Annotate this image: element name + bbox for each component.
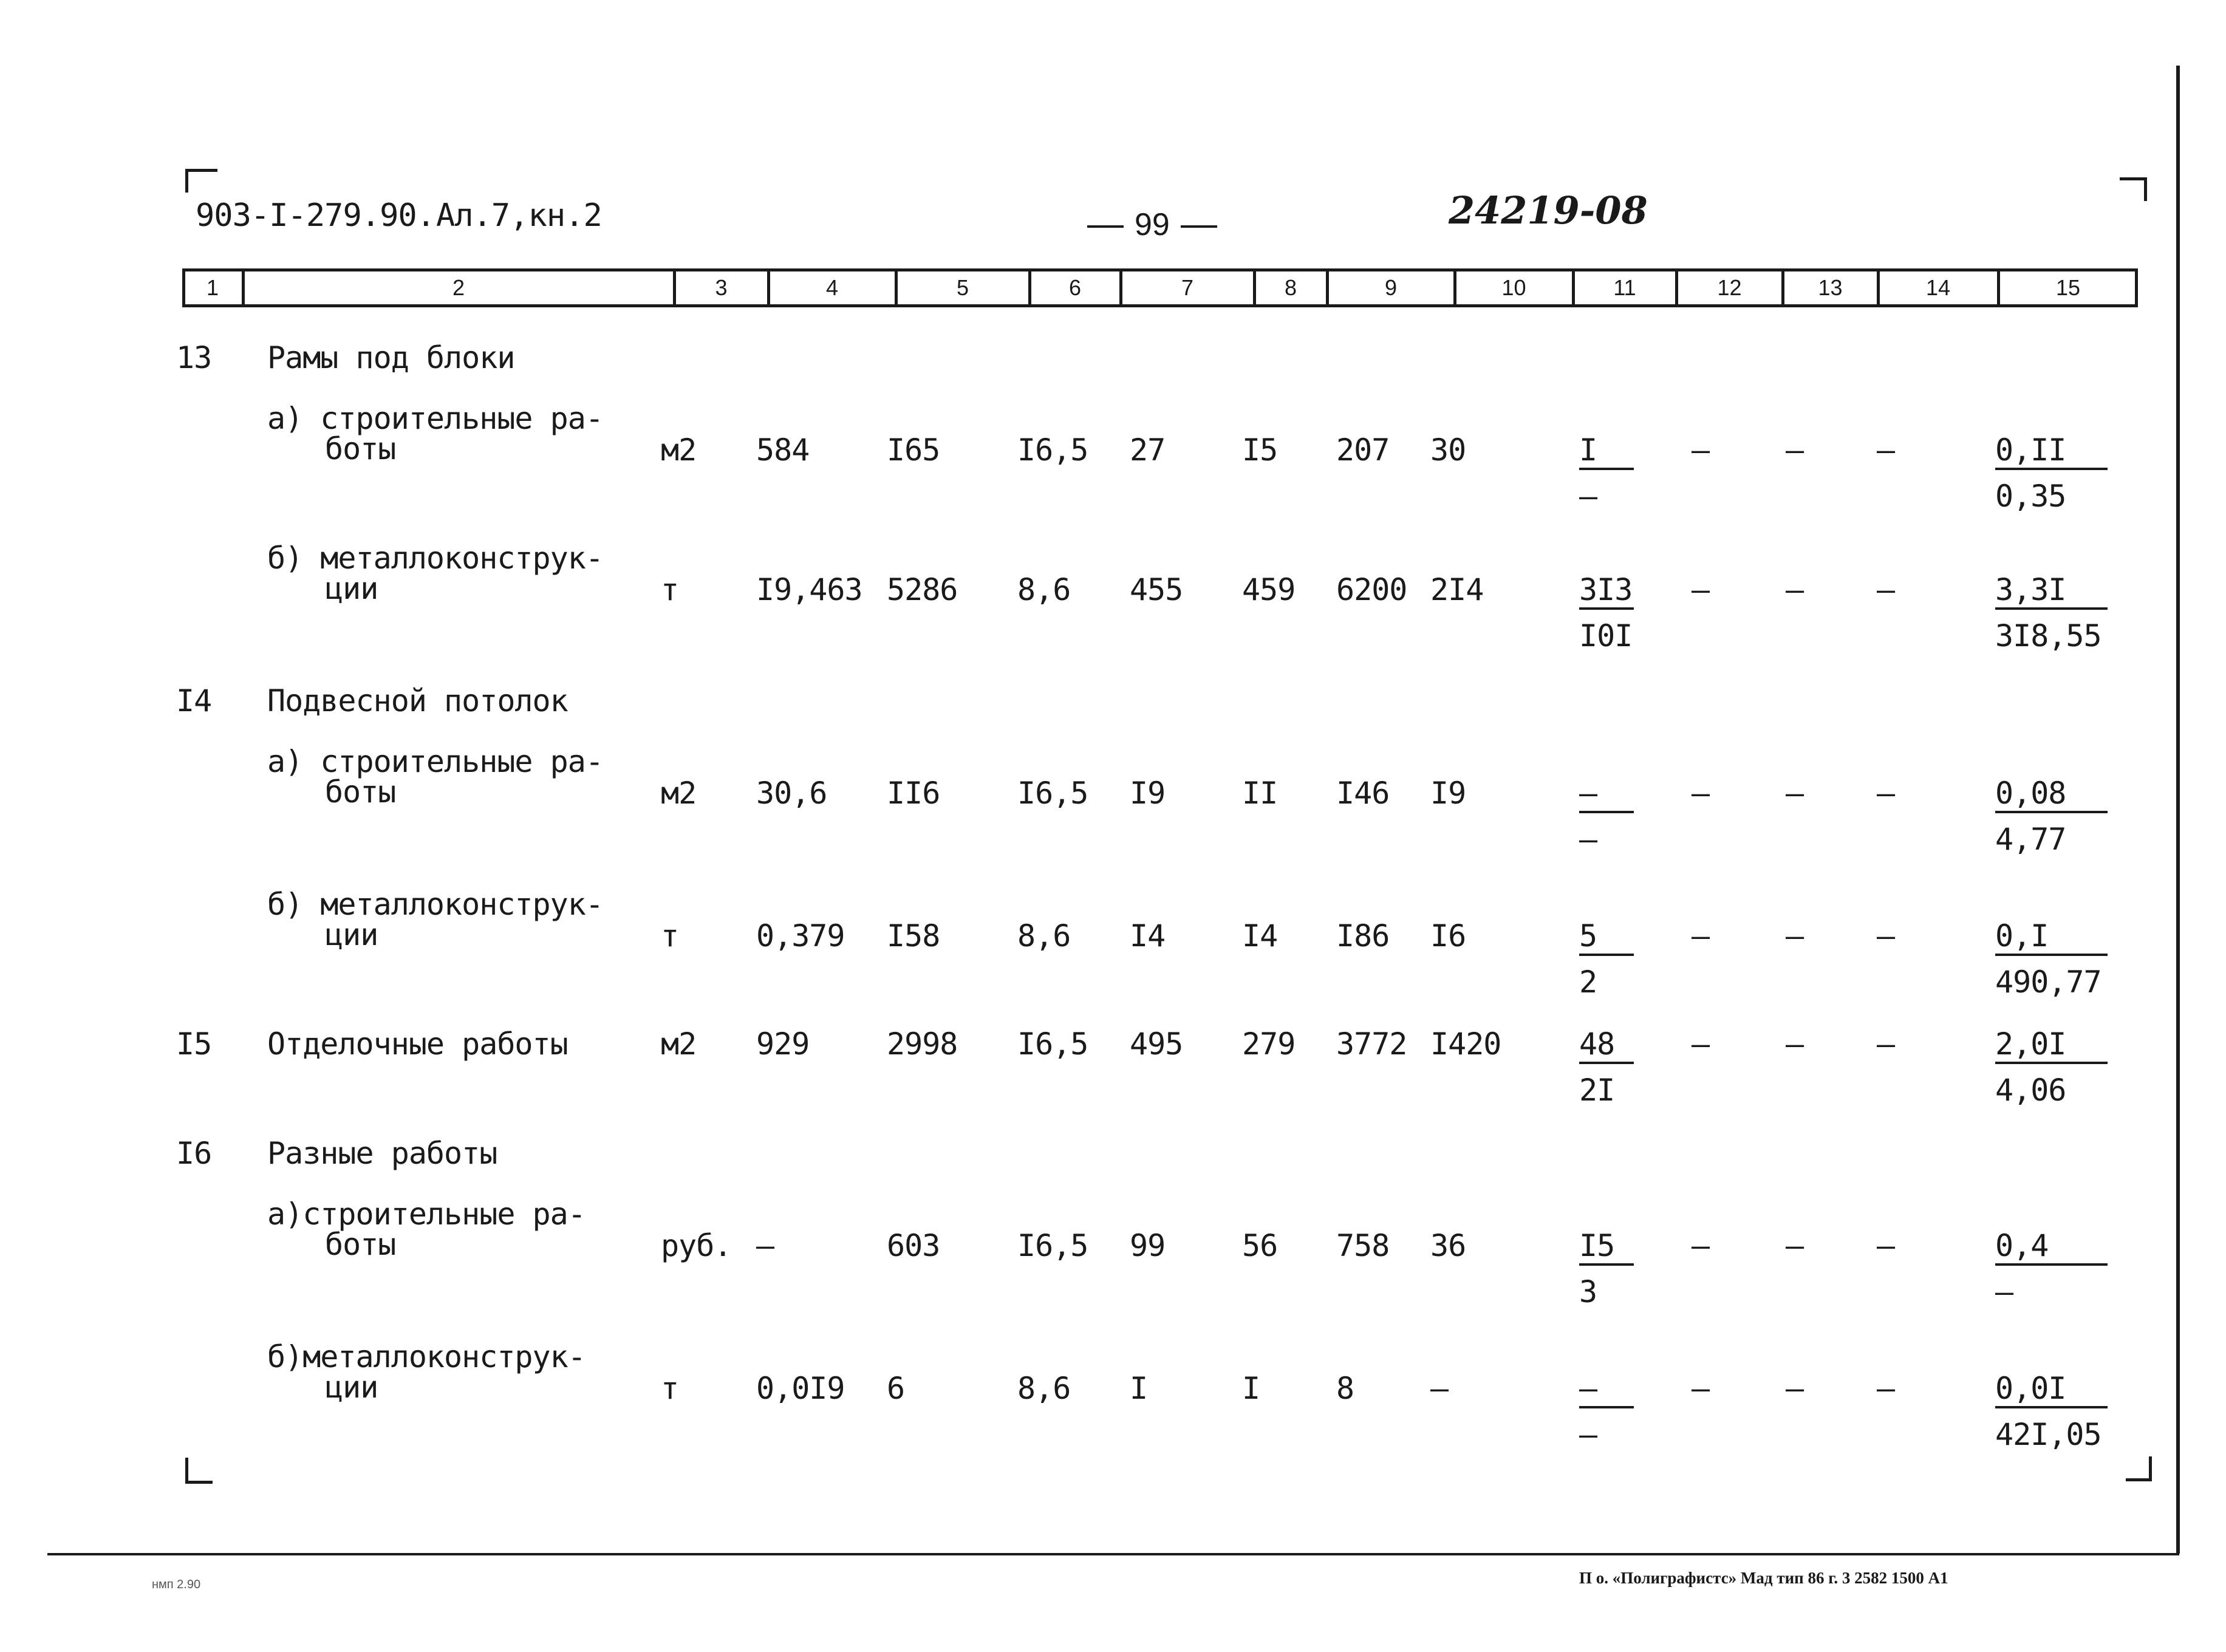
row-name: а)строительные ра- <box>267 1196 586 1232</box>
cell-col-8: I <box>1242 1371 1260 1406</box>
column-header-10: 10 <box>1501 275 1526 300</box>
row-name-continued: ции <box>325 917 378 952</box>
column-header-3: 3 <box>715 275 728 300</box>
cell-col-6: 8,6 <box>1017 918 1071 954</box>
cell-col-11-bottom: 3 <box>1579 1274 1597 1309</box>
column-header-9: 9 <box>1384 275 1398 300</box>
row-number: I5 <box>176 1026 212 1062</box>
column-header-14: 14 <box>1925 275 1951 300</box>
cell-col-15-bottom: 42I,05 <box>1995 1417 2101 1452</box>
cell-col-10: I420 <box>1430 1026 1501 1062</box>
cell-col-12: – <box>1692 572 1710 607</box>
cell-col-13: – <box>1786 918 1804 954</box>
cell-col-3: т <box>661 572 679 607</box>
cell-col-4: 929 <box>756 1026 810 1062</box>
cell-col-12: – <box>1692 1026 1710 1062</box>
cell-col-10: 2I4 <box>1430 572 1484 607</box>
cell-col-14: – <box>1877 432 1895 468</box>
row-number: 13 <box>176 340 212 375</box>
cell-col-4: 0,379 <box>756 918 845 954</box>
cell-col-12: – <box>1692 1371 1710 1406</box>
cell-col-15-bottom: 3I8,55 <box>1995 618 2101 654</box>
album-ref: Ал.7,кн.2 <box>436 197 602 234</box>
cell-col-13: – <box>1786 1371 1804 1406</box>
cell-col-11-top: 3I3 <box>1579 572 1634 610</box>
row-name-continued: боты <box>325 774 396 810</box>
cell-col-7: 27 <box>1130 432 1166 468</box>
cell-col-3: м2 <box>661 1026 697 1062</box>
cell-col-11-top: – <box>1579 776 1634 813</box>
cell-col-9: I46 <box>1336 776 1390 811</box>
cell-col-11-bottom: – <box>1579 1417 1597 1452</box>
cell-col-15-top: 0,4 <box>1995 1228 2108 1266</box>
section-title: Подвесной потолок <box>267 683 568 718</box>
cell-col-3: м2 <box>661 776 697 811</box>
cell-col-11-bottom: I0I <box>1579 618 1633 654</box>
column-header-12: 12 <box>1717 275 1742 300</box>
row-name: б) металлоконструк- <box>267 887 603 922</box>
doc-code: 903-I-279.90. <box>196 197 435 234</box>
cell-col-4: 584 <box>756 432 810 468</box>
section-title: Разные работы <box>267 1136 497 1171</box>
row-name: а) строительные ра- <box>267 744 603 779</box>
column-header-13: 13 <box>1818 275 1843 300</box>
cell-col-3: руб. <box>661 1228 732 1263</box>
row-name: Отделочные работы <box>267 1026 568 1062</box>
cell-col-10: 30 <box>1430 432 1466 468</box>
row-name-continued: боты <box>325 431 396 466</box>
column-header-7: 7 <box>1181 275 1194 300</box>
cell-col-15-top: 0,08 <box>1995 776 2108 813</box>
column-header-2: 2 <box>452 275 465 300</box>
cell-col-4: – <box>756 1228 774 1263</box>
left-stamp: нмп 2.90 <box>152 1578 201 1591</box>
handwritten-ref: 24219-08 <box>1449 188 1648 233</box>
cell-col-6: 8,6 <box>1017 1371 1071 1406</box>
row-name-continued: ции <box>325 1370 378 1405</box>
row-name: б)металлоконструк- <box>267 1339 586 1374</box>
cell-col-9: 758 <box>1336 1228 1390 1263</box>
cell-col-13: – <box>1786 1026 1804 1062</box>
cell-col-14: – <box>1877 572 1895 607</box>
cell-col-3: т <box>661 1371 679 1406</box>
cell-col-11-top: 5 <box>1579 918 1634 956</box>
cell-col-4: 30,6 <box>756 776 827 811</box>
cell-col-7: I9 <box>1130 776 1166 811</box>
cell-col-8: 56 <box>1242 1228 1278 1263</box>
cell-col-7: 455 <box>1130 572 1183 607</box>
cell-col-15-top: 2,0I <box>1995 1026 2108 1064</box>
cell-col-14: – <box>1877 1026 1895 1062</box>
column-header-6: 6 <box>1068 275 1082 300</box>
cell-col-11-top: 48 <box>1579 1026 1634 1064</box>
cell-col-9: 6200 <box>1336 572 1407 607</box>
cell-col-3: т <box>661 918 679 954</box>
cell-col-5: I58 <box>887 918 940 954</box>
cell-col-14: – <box>1877 1228 1895 1263</box>
cell-col-13: – <box>1786 776 1804 811</box>
row-name-continued: ции <box>325 571 378 606</box>
column-header-15: 15 <box>2055 275 2081 300</box>
cell-col-13: – <box>1786 1228 1804 1263</box>
cell-col-7: I <box>1130 1371 1148 1406</box>
row-number: I6 <box>176 1136 212 1171</box>
cell-col-15-bottom: 0,35 <box>1995 479 2066 514</box>
cell-col-13: – <box>1786 432 1804 468</box>
cell-col-5: 603 <box>887 1228 940 1263</box>
cell-col-14: – <box>1877 1371 1895 1406</box>
cell-col-11-top: – <box>1579 1371 1634 1408</box>
cell-col-9: 3772 <box>1336 1026 1407 1062</box>
cell-col-11-bottom: 2I <box>1579 1073 1615 1108</box>
cell-col-11-bottom: – <box>1579 822 1597 857</box>
cell-col-6: I6,5 <box>1017 776 1088 811</box>
column-header-11: 11 <box>1613 275 1636 300</box>
cell-col-11-bottom: – <box>1579 479 1597 514</box>
cell-col-11-top: I <box>1579 432 1634 470</box>
cell-col-12: – <box>1692 776 1710 811</box>
column-header-1: 1 <box>206 275 219 300</box>
row-name-continued: боты <box>325 1227 396 1262</box>
cell-col-15-top: 0,II <box>1995 432 2108 470</box>
cell-col-15-top: 3,3I <box>1995 572 2108 610</box>
cell-col-15-top: 0,0I <box>1995 1371 2108 1408</box>
cell-col-3: м2 <box>661 432 697 468</box>
cell-col-13: – <box>1786 572 1804 607</box>
cell-col-15-bottom: 4,77 <box>1995 822 2066 857</box>
cell-col-8: I5 <box>1242 432 1278 468</box>
cell-col-8: 459 <box>1242 572 1296 607</box>
cell-col-8: 279 <box>1242 1026 1296 1062</box>
cell-col-9: I86 <box>1336 918 1390 954</box>
row-number: I4 <box>176 683 212 718</box>
column-header-8: 8 <box>1284 275 1297 300</box>
row-name: б) металлоконструк- <box>267 541 603 576</box>
row-name: а) строительные ра- <box>267 401 603 436</box>
cell-col-6: I6,5 <box>1017 1228 1088 1263</box>
cell-col-15-top: 0,I <box>1995 918 2108 956</box>
cell-col-5: II6 <box>887 776 940 811</box>
cell-col-14: – <box>1877 776 1895 811</box>
cell-col-7: I4 <box>1130 918 1166 954</box>
cell-col-4: 0,0I9 <box>756 1371 845 1406</box>
cell-col-12: – <box>1692 1228 1710 1263</box>
printer-imprint: П о. «Полиграфистс» Мад тип 86 г. 3 2582 1500 А1 <box>1579 1569 1948 1587</box>
cell-col-10: – <box>1430 1371 1449 1406</box>
page-number-text: 99 <box>1135 207 1170 242</box>
cell-col-8: I4 <box>1242 918 1278 954</box>
column-header-5: 5 <box>956 275 969 300</box>
cell-col-5: I65 <box>887 432 940 468</box>
cell-col-11-bottom: 2 <box>1579 964 1597 1000</box>
cell-col-15-bottom: – <box>1995 1274 2013 1309</box>
section-title: Рамы под блоки <box>267 340 515 375</box>
cell-col-11-top: I5 <box>1579 1228 1634 1266</box>
cell-col-5: 2998 <box>887 1026 958 1062</box>
cell-col-6: 8,6 <box>1017 572 1071 607</box>
cell-col-14: – <box>1877 918 1895 954</box>
cell-col-15-bottom: 4,06 <box>1995 1073 2066 1108</box>
cell-col-12: – <box>1692 432 1710 468</box>
cell-col-5: 5286 <box>887 572 958 607</box>
cell-col-10: I9 <box>1430 776 1466 811</box>
cell-col-10: I6 <box>1430 918 1466 954</box>
column-header-4: 4 <box>825 275 839 300</box>
cell-col-6: I6,5 <box>1017 1026 1088 1062</box>
cell-col-12: – <box>1692 918 1710 954</box>
cell-col-4: I9,463 <box>756 572 862 607</box>
cell-col-7: 495 <box>1130 1026 1183 1062</box>
cell-col-5: 6 <box>887 1371 905 1406</box>
cell-col-9: 207 <box>1336 432 1390 468</box>
cell-col-8: II <box>1242 776 1278 811</box>
cell-col-9: 8 <box>1336 1371 1354 1406</box>
cell-col-15-bottom: 490,77 <box>1995 964 2101 1000</box>
cell-col-10: 36 <box>1430 1228 1466 1263</box>
cell-col-7: 99 <box>1130 1228 1166 1263</box>
cell-col-6: I6,5 <box>1017 432 1088 468</box>
